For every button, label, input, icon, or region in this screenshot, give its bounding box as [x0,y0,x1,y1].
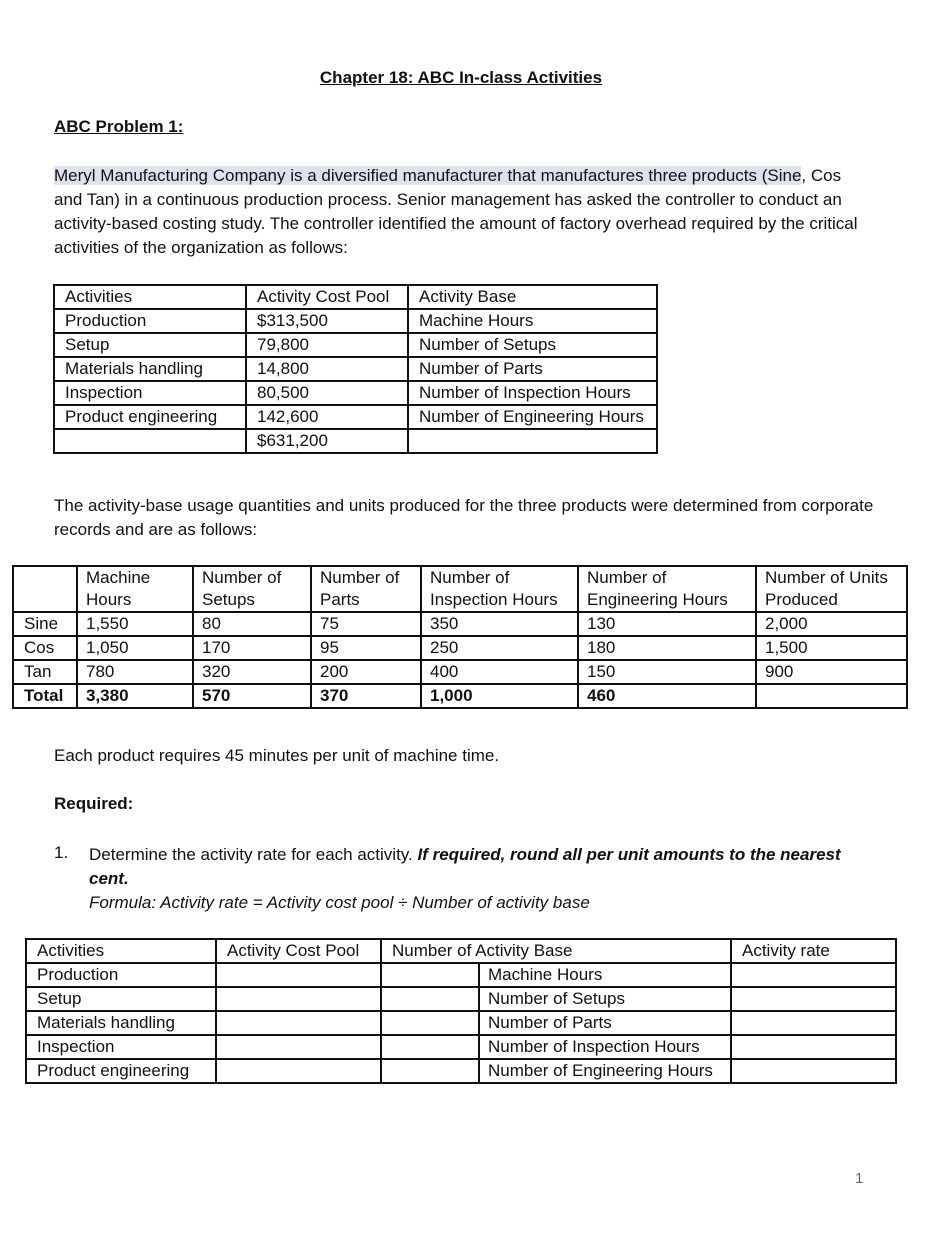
table-cell [408,429,657,453]
table-cell: 900 [756,660,907,684]
table-cell: Number of Parts [408,357,657,381]
header-line: Number of Units [765,568,888,587]
rate-input-cell[interactable] [731,987,896,1011]
activity-cost-pool-table [53,284,658,454]
list-item [89,843,849,915]
instruction-text: Determine the activity rate for each activity. [89,845,418,864]
page-number: 1 [855,1170,864,1187]
row-label: Tan [13,660,77,684]
usage-paragraph: The activity-base usage quantities and units produced for the three products were determined from corporate records and are as follows: [54,496,874,539]
base-quantity-input-cell[interactable] [381,1011,479,1035]
table-cell: Machine Hours [408,309,657,333]
header-cell [421,566,578,612]
row-label: Cos [13,636,77,660]
header-cell [13,566,77,612]
base-unit-cell: Number of Engineering Hours [479,1059,731,1083]
total-cost-pool-cell: $631,200 [246,429,408,453]
cost-pool-input-cell[interactable] [216,1035,381,1059]
table-cell: 320 [193,660,311,684]
table-cell: 780 [77,660,193,684]
table-row [26,1035,896,1059]
table-row [26,1011,896,1035]
table-cell: Setup [26,987,216,1011]
base-quantity-input-cell[interactable] [381,963,479,987]
table-cell [756,684,907,708]
base-unit-cell: Number of Setups [479,987,731,1011]
table-cell: 80 [193,612,311,636]
table-row [26,1059,896,1083]
problem-label: ABC Problem 1: [54,117,184,136]
table-row [54,333,657,357]
header-cell: Number of Activity Base [381,939,731,963]
table-cell: 200 [311,660,421,684]
table-total-row [54,429,657,453]
rate-input-cell[interactable] [731,963,896,987]
table-cell: 180 [578,636,756,660]
table-cell: 250 [421,636,578,660]
table-row [13,660,907,684]
table-cell: 1,550 [77,612,193,636]
header-cell: Activity Cost Pool [246,285,408,309]
rate-input-cell[interactable] [731,1011,896,1035]
formula-text: Formula: Activity rate = Activity cost pool ÷ Number of activity base [89,893,590,912]
table-cell: Number of Inspection Hours [408,381,657,405]
base-unit-cell: Machine Hours [479,963,731,987]
intro-paragraph [54,164,874,260]
table-total-row [13,684,907,708]
intro-text: , Cos and Tan) in a continuous production process. Senior management has asked the controller to conduct an activity-based costing study. The controller identified the amount of factory overhead required by the critical activities of the organization as follows: [54,166,858,257]
base-unit-cell: Number of Inspection Hours [479,1035,731,1059]
header-line: Number of [430,568,510,587]
cost-pool-input-cell[interactable] [216,1059,381,1083]
table-row [54,405,657,429]
table-cell: Production [26,963,216,987]
header-cell [193,566,311,612]
table-cell: 142,600 [246,405,408,429]
header-cell: Activities [54,285,246,309]
table-row [54,381,657,405]
table-row [54,357,657,381]
table-cell: 95 [311,636,421,660]
header-line: Produced [765,590,838,609]
table-cell: Number of Setups [408,333,657,357]
table-cell: 150 [578,660,756,684]
header-line: Number of [587,568,667,587]
table-row [54,309,657,333]
table-cell: 14,800 [246,357,408,381]
cost-pool-input-cell[interactable] [216,987,381,1011]
base-quantity-input-cell[interactable] [381,987,479,1011]
table-cell: Number of Engineering Hours [408,405,657,429]
table-header-row [13,566,907,612]
table-cell [54,429,246,453]
header-line: Number of [320,568,400,587]
activity-usage-table [12,565,908,709]
header-cell [756,566,907,612]
table-cell: 75 [311,612,421,636]
rate-input-cell[interactable] [731,1059,896,1083]
header-cell: Activities [26,939,216,963]
table-cell: Production [54,309,246,333]
header-line: Parts [320,590,360,609]
table-cell: Product engineering [26,1059,216,1083]
table-cell: 170 [193,636,311,660]
table-cell: 370 [311,684,421,708]
table-cell: 400 [421,660,578,684]
rate-input-cell[interactable] [731,1035,896,1059]
row-label: Sine [13,612,77,636]
base-quantity-input-cell[interactable] [381,1059,479,1083]
cost-pool-input-cell[interactable] [216,963,381,987]
table-cell: Setup [54,333,246,357]
table-row [13,636,907,660]
table-cell: Materials handling [26,1011,216,1035]
list-number: 1. [54,843,69,862]
activity-rate-table [25,938,897,1084]
header-line: Number of [202,568,282,587]
header-cell [311,566,421,612]
page-title: Chapter 18: ABC In-class Activities [319,68,603,87]
header-cell: Activity Cost Pool [216,939,381,963]
table-cell: 1,000 [421,684,578,708]
table-cell: 1,500 [756,636,907,660]
table-header-row [54,285,657,309]
required-heading: Required: [54,794,134,813]
table-row [26,963,896,987]
header-cell: Activity Base [408,285,657,309]
header-line: Inspection Hours [430,590,558,609]
table-cell: 79,800 [246,333,408,357]
table-cell: Materials handling [54,357,246,381]
machine-time-note: Each product requires 45 minutes per unit of machine time. [54,746,500,765]
table-cell: 2,000 [756,612,907,636]
intro-highlighted-text[interactable]: Meryl Manufacturing Company is a diversified manufacturer that manufactures three products (Sine [54,166,802,185]
table-header-row [26,939,896,963]
base-quantity-input-cell[interactable] [381,1035,479,1059]
table-cell: 570 [193,684,311,708]
header-cell [77,566,193,612]
table-cell: Inspection [26,1035,216,1059]
table-cell: 460 [578,684,756,708]
base-unit-cell: Number of Parts [479,1011,731,1035]
rounding-instruction: If required, round all per unit amounts to the nearest cent. [89,845,841,888]
table-cell: 1,050 [77,636,193,660]
header-line: Machine [86,568,151,587]
table-cell: 3,380 [77,684,193,708]
header-line: Setups [202,590,255,609]
table-cell: $313,500 [246,309,408,333]
header-cell: Activity rate [731,939,896,963]
table-cell: 350 [421,612,578,636]
table-cell: 80,500 [246,381,408,405]
table-row [26,987,896,1011]
table-cell: Product engineering [54,405,246,429]
row-label: Total [13,684,77,708]
header-cell [578,566,756,612]
table-cell: Inspection [54,381,246,405]
header-line: Engineering Hours [587,590,728,609]
table-row [13,612,907,636]
header-line: Hours [86,590,132,609]
table-cell: 130 [578,612,756,636]
cost-pool-input-cell[interactable] [216,1011,381,1035]
